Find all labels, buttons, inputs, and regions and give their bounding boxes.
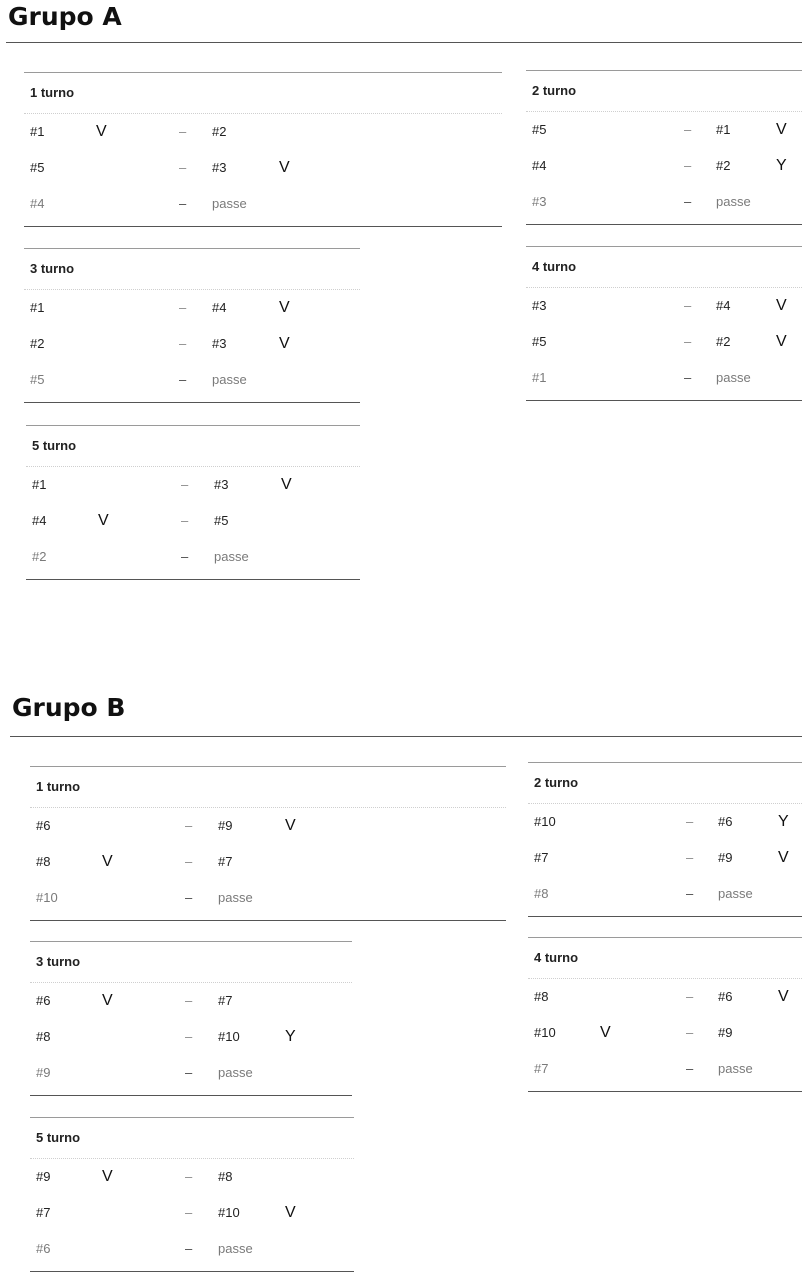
versus-dash: – [684, 370, 692, 385]
winner-check-icon: V [279, 335, 290, 352]
versus-dash: – [185, 818, 193, 833]
round-block [24, 248, 360, 403]
round-title: 4 turno [526, 247, 802, 288]
player-a: #1 [532, 370, 547, 385]
bye-row [26, 539, 360, 575]
round-bottom-rule [528, 916, 802, 917]
player-a: #1 [32, 477, 47, 492]
round-bottom-rule [24, 402, 360, 403]
bye-row [526, 184, 802, 220]
versus-dash: – [684, 122, 692, 137]
player-a: #10 [36, 890, 58, 905]
versus-dash: – [185, 854, 193, 869]
player-a: #10 [534, 814, 556, 829]
winner-check-icon: Y [285, 1028, 296, 1045]
player-a: #8 [534, 886, 549, 901]
versus-dash: – [684, 298, 692, 313]
round-block [30, 941, 352, 1096]
player-a: #5 [30, 160, 45, 175]
versus-dash: – [185, 1169, 193, 1184]
player-a: #5 [30, 372, 45, 387]
round-title: 1 turno [24, 73, 502, 114]
player-a: #4 [30, 196, 45, 211]
match-row [30, 808, 506, 844]
bye-label: passe [718, 1061, 753, 1076]
player-b: #3 [212, 160, 227, 175]
winner-check-icon: V [102, 853, 113, 870]
player-a: #1 [30, 124, 45, 139]
round-bottom-rule [526, 400, 802, 401]
winner-check-icon: V [96, 123, 107, 140]
player-a: #6 [36, 818, 51, 833]
winner-check-icon: Y [778, 813, 789, 830]
round-block [526, 70, 802, 225]
match-row [526, 288, 802, 324]
bye-label: passe [718, 886, 753, 901]
versus-dash: – [185, 1065, 193, 1080]
player-a: #3 [532, 194, 547, 209]
player-a: #8 [36, 854, 51, 869]
round-block [26, 425, 360, 580]
bye-label: passe [218, 1065, 253, 1080]
round-title: 2 turno [528, 763, 802, 804]
match-row [526, 324, 802, 360]
versus-dash: – [181, 549, 189, 564]
round-block [528, 937, 802, 1092]
match-row [30, 1159, 354, 1195]
bye-row [24, 362, 360, 398]
player-a: #10 [534, 1025, 556, 1040]
versus-dash: – [686, 989, 694, 1004]
player-b: #10 [218, 1205, 240, 1220]
player-a: #6 [36, 993, 51, 1008]
player-a: #1 [30, 300, 45, 315]
versus-dash: – [686, 886, 694, 901]
round-bottom-rule [30, 1095, 352, 1096]
match-row [26, 467, 360, 503]
player-a: #2 [30, 336, 45, 351]
bye-row [528, 876, 802, 912]
winner-check-icon: V [776, 297, 787, 314]
round-title: 3 turno [30, 942, 352, 983]
match-row [526, 148, 802, 184]
round-block [24, 72, 502, 227]
player-b: #2 [212, 124, 227, 139]
winner-check-icon: V [281, 476, 292, 493]
winner-check-icon: V [98, 512, 109, 529]
group-a-title: Grupo A [8, 2, 122, 31]
bye-label: passe [212, 372, 247, 387]
winner-check-icon: V [285, 1204, 296, 1221]
round-title: 4 turno [528, 938, 802, 979]
versus-dash: – [686, 1061, 694, 1076]
round-block [30, 1117, 354, 1272]
versus-dash: – [185, 993, 193, 1008]
player-a: #7 [534, 1061, 549, 1076]
bye-row [526, 360, 802, 396]
bye-label: passe [218, 890, 253, 905]
group-a-rule [6, 42, 802, 43]
player-b: #10 [218, 1029, 240, 1044]
bye-row [30, 1231, 354, 1267]
match-row [30, 844, 506, 880]
player-b: #6 [718, 989, 733, 1004]
versus-dash: – [686, 850, 694, 865]
round-block [526, 246, 802, 401]
player-b: #4 [212, 300, 227, 315]
bye-label: passe [716, 370, 751, 385]
match-row [528, 840, 802, 876]
player-a: #8 [534, 989, 549, 1004]
group-b-rule [10, 736, 802, 737]
bye-label: passe [212, 196, 247, 211]
match-row [528, 804, 802, 840]
match-row [24, 114, 502, 150]
round-title: 1 turno [30, 767, 506, 808]
round-bottom-rule [26, 579, 360, 580]
match-row [26, 503, 360, 539]
versus-dash: – [179, 160, 187, 175]
match-row [30, 983, 352, 1019]
round-title: 5 turno [26, 426, 360, 467]
player-b: #4 [716, 298, 731, 313]
winner-check-icon: V [285, 817, 296, 834]
match-row [24, 290, 360, 326]
versus-dash: – [185, 1205, 193, 1220]
player-b: #3 [214, 477, 229, 492]
round-block [528, 762, 802, 917]
versus-dash: – [181, 513, 189, 528]
winner-check-icon: V [102, 1168, 113, 1185]
player-a: #9 [36, 1065, 51, 1080]
player-b: #7 [218, 993, 233, 1008]
winner-check-icon: Y [776, 157, 787, 174]
player-b: #8 [218, 1169, 233, 1184]
round-title: 5 turno [30, 1118, 354, 1159]
bye-label: passe [214, 549, 249, 564]
versus-dash: – [179, 336, 187, 351]
round-bottom-rule [528, 1091, 802, 1092]
player-a: #9 [36, 1169, 51, 1184]
match-row [528, 979, 802, 1015]
round-bottom-rule [30, 1271, 354, 1272]
winner-check-icon: V [279, 159, 290, 176]
bye-row [528, 1051, 802, 1087]
player-a: #7 [36, 1205, 51, 1220]
versus-dash: – [686, 814, 694, 829]
winner-check-icon: V [279, 299, 290, 316]
versus-dash: – [185, 890, 193, 905]
versus-dash: – [684, 334, 692, 349]
versus-dash: – [179, 372, 187, 387]
versus-dash: – [684, 194, 692, 209]
winner-check-icon: V [778, 988, 789, 1005]
player-a: #6 [36, 1241, 51, 1256]
versus-dash: – [181, 477, 189, 492]
round-title: 3 turno [24, 249, 360, 290]
player-a: #5 [532, 334, 547, 349]
match-row [24, 150, 502, 186]
player-b: #7 [218, 854, 233, 869]
bye-row [30, 1055, 352, 1091]
bye-label: passe [218, 1241, 253, 1256]
versus-dash: – [686, 1025, 694, 1040]
winner-check-icon: V [778, 849, 789, 866]
player-b: #9 [218, 818, 233, 833]
player-b: #9 [718, 850, 733, 865]
round-bottom-rule [30, 920, 506, 921]
player-a: #5 [532, 122, 547, 137]
player-b: #9 [718, 1025, 733, 1040]
group-b-title: Grupo B [12, 693, 126, 722]
player-b: #1 [716, 122, 731, 137]
player-a: #8 [36, 1029, 51, 1044]
player-a: #4 [32, 513, 47, 528]
match-row [526, 112, 802, 148]
versus-dash: – [179, 300, 187, 315]
match-row [30, 1195, 354, 1231]
player-b: #6 [718, 814, 733, 829]
bye-row [24, 186, 502, 222]
versus-dash: – [684, 158, 692, 173]
winner-check-icon: V [776, 121, 787, 138]
match-row [528, 1015, 802, 1051]
winner-check-icon: V [102, 992, 113, 1009]
player-a: #4 [532, 158, 547, 173]
player-b: #3 [212, 336, 227, 351]
versus-dash: – [179, 124, 187, 139]
round-bottom-rule [24, 226, 502, 227]
bye-label: passe [716, 194, 751, 209]
player-a: #3 [532, 298, 547, 313]
winner-check-icon: V [600, 1024, 611, 1041]
versus-dash: – [179, 196, 187, 211]
match-row [30, 1019, 352, 1055]
match-row [24, 326, 360, 362]
round-bottom-rule [526, 224, 802, 225]
versus-dash: – [185, 1029, 193, 1044]
versus-dash: – [185, 1241, 193, 1256]
player-a: #2 [32, 549, 47, 564]
bye-row [30, 880, 506, 916]
player-b: #5 [214, 513, 229, 528]
player-b: #2 [716, 334, 731, 349]
round-title: 2 turno [526, 71, 802, 112]
round-block [30, 766, 506, 921]
winner-check-icon: V [776, 333, 787, 350]
player-b: #2 [716, 158, 731, 173]
player-a: #7 [534, 850, 549, 865]
